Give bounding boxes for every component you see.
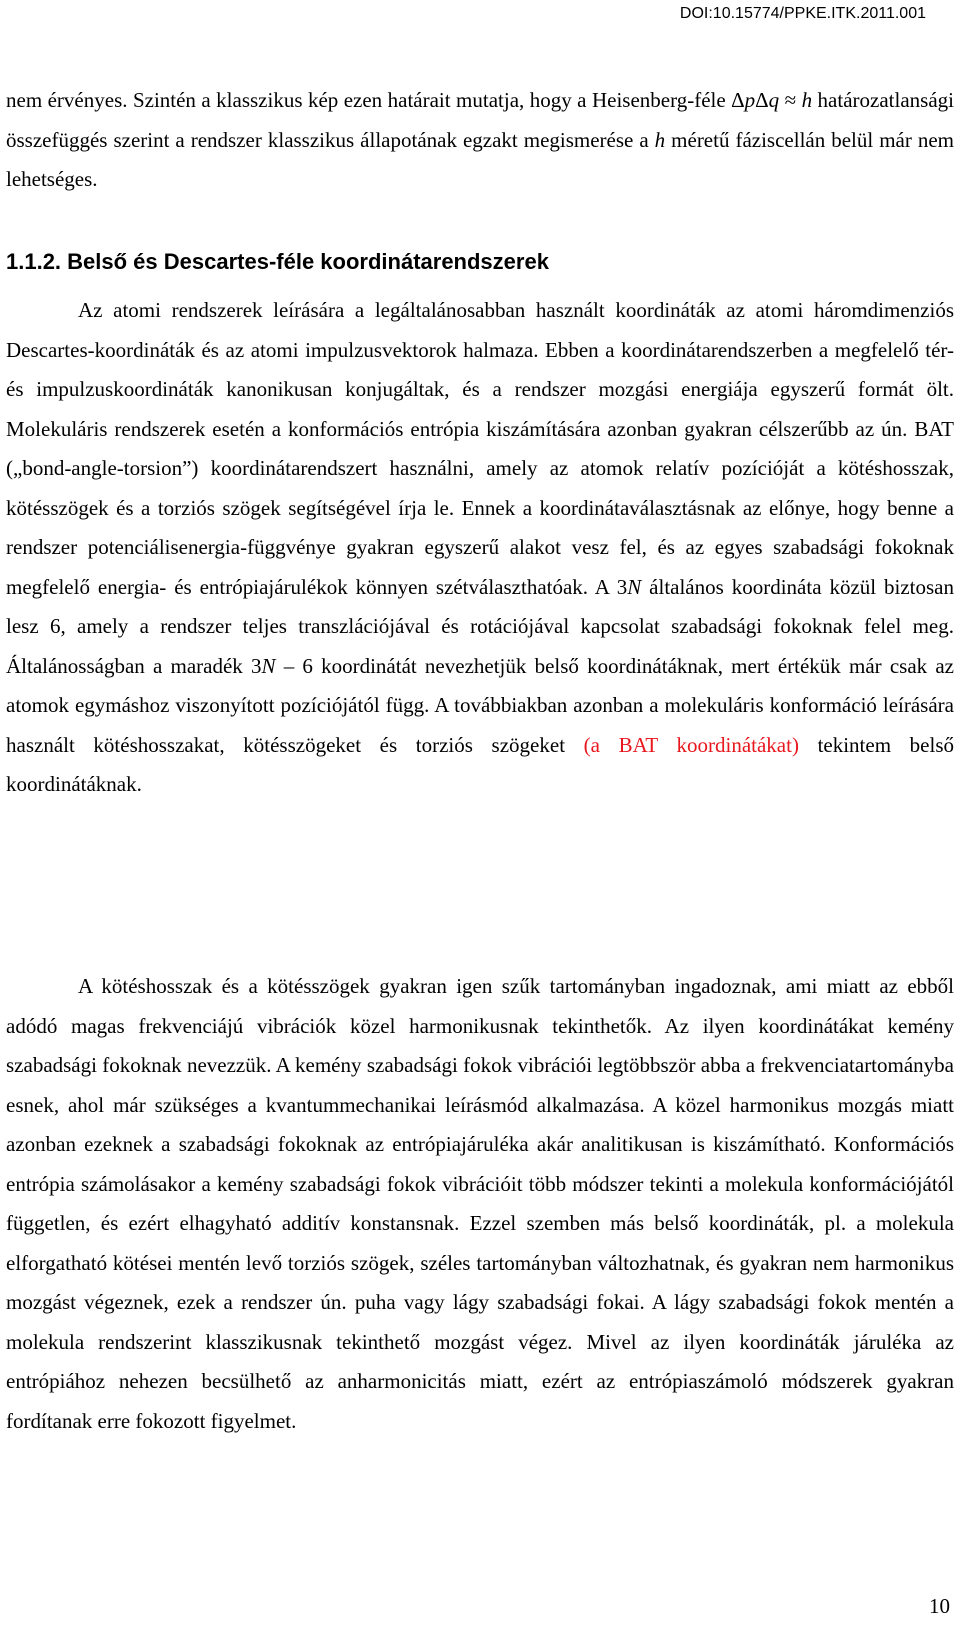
- paragraph-intro: nem érvényes. Szintén a klasszikus kép ezen határait mutatja, hogy a Heisenberg-féle ΔpΔq ≈ h határozatlansági összefüggés szerint a rendszer klasszikus állapotának egzakt megismerése a h méretű fáziscellán belül már nem lehetséges.: [6, 88, 954, 191]
- uncertainty-formula: ΔpΔq ≈ h: [731, 88, 813, 112]
- section-heading: 1.1.2. Belső és Descartes-féle koordinátarendszerek: [6, 249, 549, 274]
- doi-header: DOI:10.15774/PPKE.ITK.2011.001: [679, 5, 926, 22]
- paragraph-coordinates: Az atomi rendszerek leírására a legáltalánosabban használt koordináták az atomi háromdimenziós Descartes-koordináták és az atomi impulzusvektorok halmaza. Ebben a koordinátarendszerben a megfelelő tér- és impulzuskoordináták kanonikusan konjugáltak, és a rendszer mozgási energiája egyszerű formát ölt. Molekuláris rendszerek esetén a konformációs entrópia kiszámítására azonban gyakran célszerűbb az ún. BAT („bond-angle-torsion”) koordinátarendszert használni, amely az atomok relatív pozícióját a kötéshosszak, kötésszögek és a torziós szögek segítségével írja le. Ennek a koordinátaválasztásnak az előnye, hogy benne a rendszer potenciálisenergia-függvénye gyakran egyszerű alakot vesz fel, és az egyes szabadsági fokoknak megfelelő energia- és entrópiajárulékok könnyen szétválaszthatóak. A 3N általános koordináta közül biztosan lesz 6, amely a rendszer teljes transzlációjával és rotációjával kapcsolat szabadsági fokoknak felel meg. Általánosságban a maradék 3N – 6 koordinátát nevezhetjük belső koordinátáknak, mert értékük már csak az atomok egymáshoz viszonyított pozíciójától függ. A továbbiakban azonban a molekuláris konformáció leírására használt kötéshosszakat, kötésszögeket és torziós szögeket (a BAT koordinátákat) tekintem belső koordinátáknak.: [6, 298, 954, 796]
- highlighted-bat-coordinates: (a BAT koordinátákat): [583, 732, 799, 757]
- paragraph-hard-soft-degrees: A kötéshosszak és a kötésszögek gyakran igen szűk tartományban ingadoznak, ami miatt az ebből adódó magas frekvenciájú vibrációk közel harmonikusnak tekinthetők. Az ilyen koordinátákat kemény szabadsági fokoknak nevezzük. A kemény szabadsági fokok vibrációi legtöbbször abba a frekvenciatartományba esnek, ahol már szükséges a kvantummechanikai leírásmód alkalmazása. A közel harmonikus mozgás miatt azonban ezeknek a szabadsági fokoknak az entrópiajáruléka akár analitikusan is kiszámítható. Konformációs entrópia számolásakor a kemény szabadsági fokok vibrációit több módszer tekinti a molekula konformációjától független, és ezért elhagyható additív konstansnak. Ezzel szemben más belső koordináták, pl. a molekula elforgatható kötései mentén levő torziós szögek, széles tartományban változhatnak, és gyakran nem harmonikus mozgást végeznek, ezek a rendszer ún. puha vagy lágy szabadsági fokai. A lágy szabadsági fokok mentén a molekula rendszerint klasszikusnak tekinthető mozgást végez. Mivel az ilyen koordináták járuléka az entrópiához nehezen becsülhető az anharmonicitás miatt, ezért az entrópiaszámoló módszerek gyakran fordítanak erre fokozott figyelmet.: [6, 974, 954, 1433]
- page-number: 10: [929, 1594, 950, 1618]
